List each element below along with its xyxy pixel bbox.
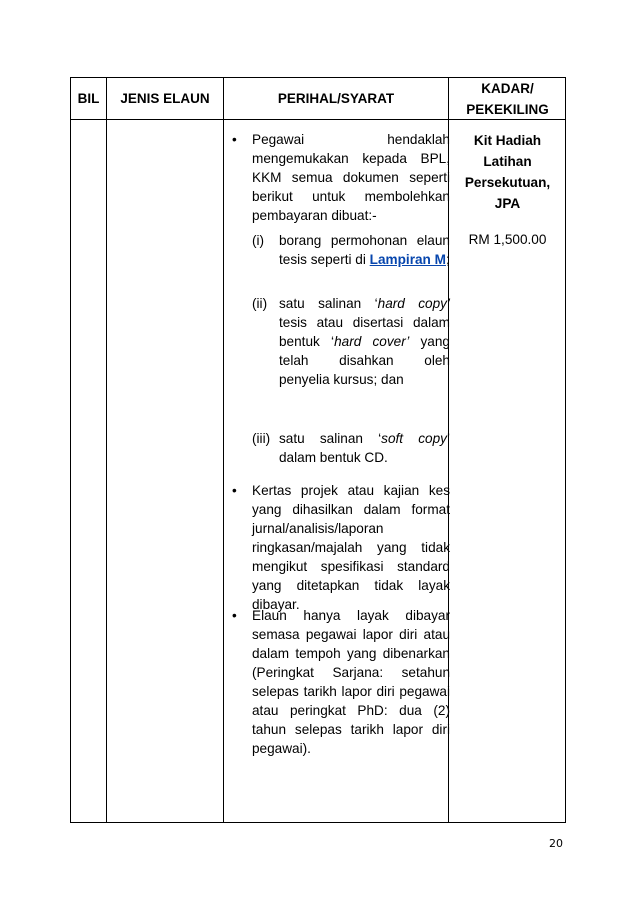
- perihal-cell: [224, 120, 448, 820]
- header-bil: BIL: [77, 91, 100, 106]
- condition-text: Kertas projek atau kajian kes yang dihasilkan dalam format jurnal/analisis/laporan ringkasan/majalah yang tidak mengikut spesifikasi standard yang ditetapkan tidak layak dibayar.: [252, 483, 450, 612]
- document-text-part: satu salinan ‘: [279, 296, 378, 311]
- bullet-icon: •: [232, 132, 237, 147]
- document-text-emphasis: hard copy’: [377, 296, 450, 311]
- header-jenis-elaun: JENIS ELAUN: [120, 91, 210, 106]
- document-text-part: ;: [445, 252, 450, 267]
- allowance-table: [70, 77, 566, 823]
- kadar-title: Kit Hadiah Latihan Persekutuan, JPA: [464, 133, 551, 211]
- document-text-part: borang permohonan elaun tesis seperti di: [279, 233, 450, 267]
- item-number: (i): [252, 233, 265, 248]
- header-kadar-pekekiling: KADAR/ PEKEKILING: [466, 80, 549, 117]
- document-text-part: ’ dalam bentuk CD.: [279, 431, 450, 465]
- document-text-part: yang telah disahkan oleh penyelia kursus; dan: [279, 334, 450, 387]
- column-divider: [106, 78, 107, 822]
- condition-text: Pegawai hendaklah mengemukakan kepada BPL, KKM semua dokumen seperti berikut untuk membolehkan pembayaran dibuat:-: [252, 132, 450, 223]
- document-text-part: tesis atau disertasi dalam bentuk ‘: [279, 315, 450, 349]
- page-number: 20: [549, 837, 563, 850]
- bullet-icon: •: [232, 483, 237, 498]
- item-number: (iii): [252, 431, 271, 446]
- document-text: [279, 429, 450, 467]
- header-perihal-syarat: PERIHAL/SYARAT: [277, 91, 395, 106]
- document-text: [279, 231, 450, 269]
- item-number: (ii): [252, 296, 268, 311]
- document-text-emphasis: hard cover’: [334, 334, 410, 349]
- kadar-amount: RM 1,500.00: [468, 232, 547, 247]
- document-text-emphasis: soft copy: [381, 431, 447, 446]
- lampiran-m-link[interactable]: Lampiran M: [369, 252, 446, 267]
- kadar-cell: [449, 120, 566, 820]
- condition-text: Elaun hanya layak dibayar semasa pegawai lapor diri atau dalam tempoh yang dibenarkan (Peringkat Sarjana: setahun selepas tarikh lapor diri pegawai atau peringkat PhD: dua (2) tahun selepas tarikh lapor diri pegawai).: [252, 608, 450, 756]
- document-text: [279, 294, 450, 389]
- document-text-part: satu salinan ‘: [279, 431, 382, 446]
- bullet-icon: •: [232, 608, 237, 623]
